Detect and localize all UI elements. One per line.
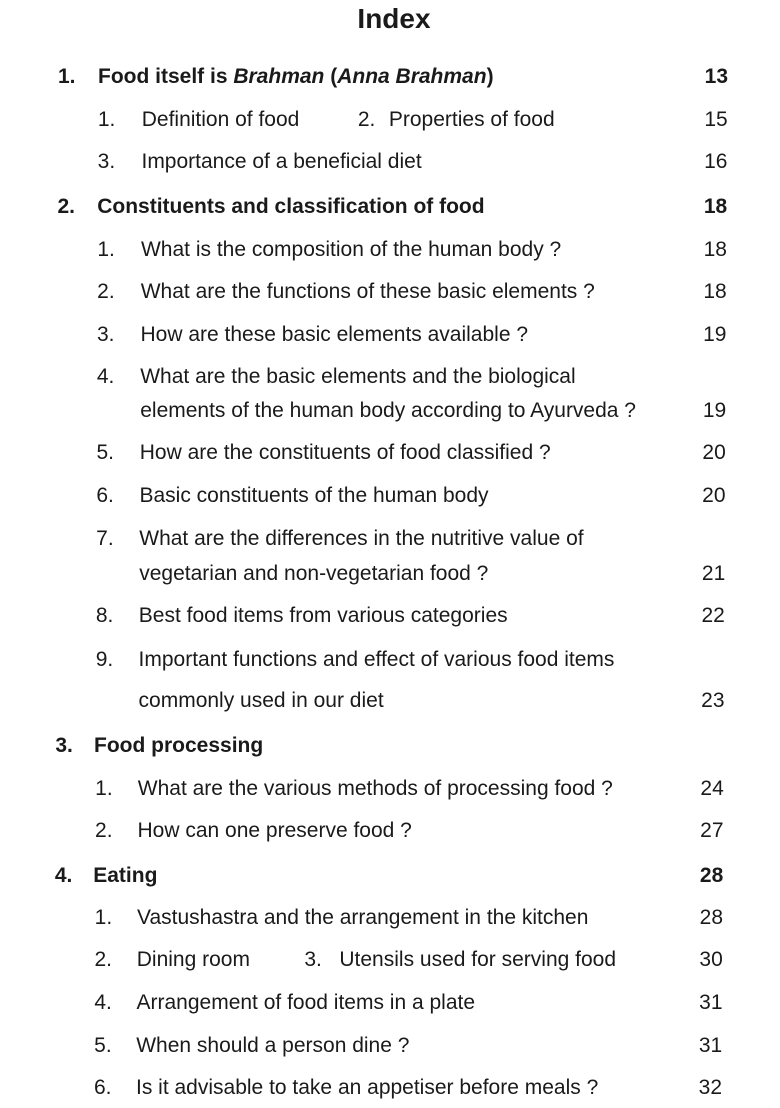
title-segment: How are the constituents of food classified ?: [139, 441, 551, 464]
title-segment: Eating: [93, 864, 158, 887]
item-number: 2.: [95, 819, 113, 842]
item-title: Properties of food: [388, 108, 555, 131]
section-number: 3.: [55, 734, 73, 757]
title-segment: What is the composition of the human body ?: [140, 238, 562, 261]
title-segment: (: [324, 65, 338, 88]
title-segment: Importance of a beneficial diet: [141, 150, 422, 173]
item-number: 2.: [94, 948, 113, 971]
item-number: 1.: [94, 906, 113, 929]
item-title: [141, 280, 595, 304]
item-title: [137, 991, 476, 1015]
item-title-continuation: commonly used in our diet: [138, 689, 384, 712]
item-title: Utensils used for serving food: [339, 948, 617, 971]
item-title: [141, 238, 561, 262]
title-segment: Food itself is: [98, 65, 234, 88]
item-title: [140, 323, 528, 347]
item-title: [140, 365, 575, 389]
section-title: [93, 864, 157, 888]
item-title: [136, 1076, 598, 1100]
section-title: [94, 734, 263, 758]
item-number: 3.: [96, 323, 115, 346]
item-title: [142, 108, 300, 132]
page-number: 20: [702, 484, 726, 507]
title-segment: Food processing: [94, 734, 264, 757]
page-number: 18: [703, 280, 727, 303]
title-segment: Brahman: [233, 65, 325, 88]
title-segment: Important functions and effect of various food items: [138, 648, 615, 671]
section-title: [98, 65, 494, 89]
page-number: 13: [704, 65, 728, 88]
title-segment: Vastushastra and the arrangement in the kitchen: [137, 906, 589, 929]
item-number: 5.: [96, 441, 115, 464]
title-segment: What are the various methods of processing food ?: [137, 777, 613, 800]
page-number: 19: [703, 323, 727, 346]
item-title: [139, 604, 508, 628]
item-number: 7.: [96, 527, 114, 550]
item-number: 4.: [96, 365, 115, 388]
item-title: [140, 441, 551, 465]
title-segment: When should a person dine ?: [136, 1034, 410, 1057]
item-number: 2.: [357, 108, 376, 131]
section-title: [97, 195, 484, 219]
page-number: 32: [698, 1076, 722, 1099]
section-number: 2.: [57, 195, 75, 218]
item-number: 1.: [97, 108, 116, 131]
item-number: 6.: [94, 1076, 112, 1099]
title-segment: Basic constituents of the human body: [139, 484, 489, 507]
page-number: 15: [704, 108, 728, 131]
title-segment: Is it advisable to take an appetiser before meals ?: [136, 1076, 599, 1099]
item-title: [136, 1034, 409, 1058]
page-number: 18: [703, 238, 727, 261]
item-number: 1.: [95, 777, 113, 800]
title-segment: How can one preserve food ?: [137, 819, 412, 842]
title-segment: What are the basic elements and the biological: [140, 365, 576, 388]
item-number: 5.: [94, 1034, 112, 1057]
item-number: 6.: [96, 484, 114, 507]
item-title: [137, 948, 250, 972]
page-number: 27: [700, 819, 724, 842]
item-title: [139, 527, 583, 551]
item-title: [138, 777, 613, 801]
item-number: 3.: [304, 948, 322, 971]
title-segment: ): [486, 65, 494, 88]
item-title-continuation: vegetarian and non-vegetarian food ?: [139, 562, 489, 585]
item-number: 4.: [94, 991, 112, 1014]
title-segment: Constituents and classification of food: [97, 195, 485, 218]
title-segment: What are the functions of these basic elements ?: [140, 280, 595, 303]
section-number: 1.: [58, 65, 76, 88]
page-number: 18: [703, 195, 728, 218]
item-title: [140, 484, 489, 508]
title-segment: What are the differences in the nutritive value of: [139, 527, 584, 550]
page-number: 20: [702, 441, 726, 464]
page-number: 31: [699, 991, 723, 1014]
item-title: [137, 906, 588, 930]
title-segment: How are these basic elements available ?: [140, 323, 529, 346]
item-title-continuation: elements of the human body according to Ayurveda ?: [140, 399, 636, 422]
item-number: 1.: [97, 238, 115, 261]
item-number: 8.: [95, 604, 114, 627]
item-title: [139, 648, 615, 672]
section-number: 4.: [54, 864, 73, 887]
page-number: 16: [704, 150, 728, 173]
title-segment: Definition of food: [141, 108, 300, 131]
page-number: 21: [701, 562, 726, 585]
title-segment: Best food items from various categories: [138, 604, 508, 627]
item-number: 3.: [97, 150, 116, 173]
item-title: [141, 150, 421, 174]
page-number: 23: [701, 689, 725, 712]
page-number: 24: [700, 777, 724, 800]
item-number: 2.: [97, 280, 115, 303]
page-number: 28: [699, 864, 724, 887]
title-segment: Anna Brahman: [337, 65, 487, 88]
page-number: 22: [701, 604, 725, 627]
page-number: 31: [698, 1034, 723, 1057]
page-number: 19: [702, 399, 727, 422]
page-number: 30: [699, 948, 723, 971]
item-title: [138, 819, 412, 843]
page-title: Index: [357, 3, 431, 34]
title-segment: Arrangement of food items in a plate: [136, 991, 476, 1014]
item-number: 9.: [95, 648, 114, 671]
title-segment: Dining room: [136, 948, 250, 971]
page-number: 28: [699, 906, 723, 929]
